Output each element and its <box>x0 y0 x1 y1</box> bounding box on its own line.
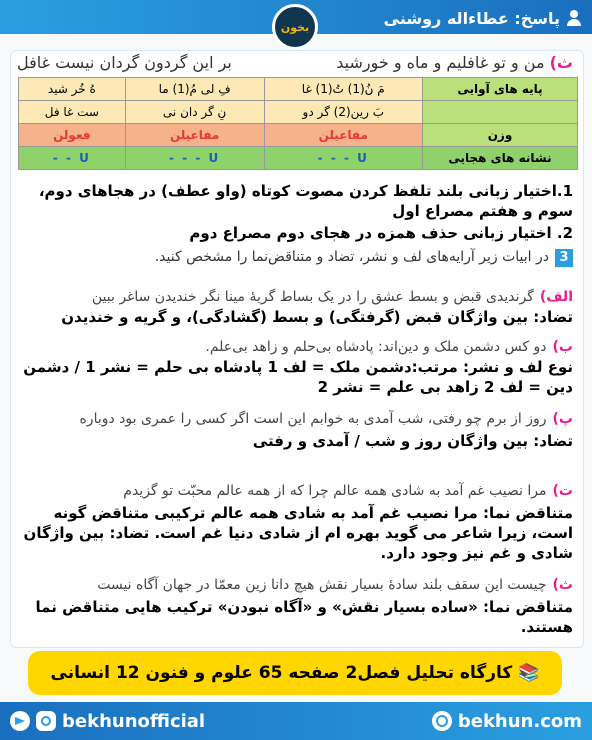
verse-text: چیست این سقف بلند سادهٔ بسیار نقش هیچ دانا زین معمّا در جهان آگاه نیست <box>97 577 547 593</box>
table-cell: هُ خُر شید <box>19 78 126 101</box>
verse-text: روز از برم چو رفتی، شب آمدی به خوابم این است اگر کسی را عمری بود دوباره <box>79 411 547 427</box>
item-verse <box>17 287 573 307</box>
table-cell: مفاعیلن <box>264 124 422 147</box>
table-cell: مَ نُ(1) تُ(1) غا <box>264 78 422 101</box>
telegram-icon[interactable] <box>10 711 30 731</box>
table-cell: فعولن <box>19 124 126 147</box>
item-label: الف) <box>539 289 573 305</box>
table-cell: ست غا فل <box>19 101 126 124</box>
table-cell: U - - <box>19 147 126 170</box>
row-header <box>423 101 578 124</box>
section-3-heading <box>17 247 573 267</box>
row-header: وزن <box>423 124 578 147</box>
section-number: 3 <box>555 249 573 267</box>
table-row <box>19 147 578 170</box>
poem-verse <box>17 53 573 72</box>
question-label: ث) <box>549 53 573 72</box>
section-instruction: در ابیات زیر آرایه‌های لف و نشر، تضاد و متناقض‌نما را مشخص کنید. <box>154 249 549 265</box>
user-icon <box>566 10 582 26</box>
table-cell: بَ رین(2) گر دو <box>264 101 422 124</box>
item-verse <box>17 337 573 357</box>
table-cell: فِ لی مُ(1) ما <box>125 78 264 101</box>
verse-text: گرندیدی قبض و بسط عشق را در یک بساط گریهٔ مینا نگر خندیدن ساغر ببین <box>91 289 534 305</box>
row-header: پایه های آوایی <box>423 78 578 101</box>
answer-author <box>384 6 582 30</box>
poem-half-2: بر این گردون گردان نیست غافل <box>17 53 232 72</box>
table-cell: نِ گر دان نی <box>125 101 264 124</box>
banner-text: کارگاه تحلیل فصل2 صفحه 65 علوم و فنون 12 انسانی <box>50 663 513 683</box>
bottom-bar <box>0 702 592 740</box>
table-row <box>19 78 578 101</box>
item-verse <box>17 575 573 595</box>
item-answer: متناقض نما: مرا نصیب غم آمد به شادی همه عالم ترکیبی متناقض گونه است، زیرا شاعر می گوید بهره ام از شادی دنیا غم است. تضاد: بین واژگان شادی و غم نیز وجود دارد. <box>23 504 573 562</box>
item-label: ت) <box>552 483 573 499</box>
instagram-icon[interactable] <box>36 711 56 731</box>
brand-logo: بخون <box>272 4 318 50</box>
item-label: پ) <box>552 411 573 427</box>
website-link <box>432 711 582 732</box>
verse-text: دو کس دشمن ملک و دین‌اند: پادشاه بی‌حلم و زاهد بی‌علم. <box>205 339 547 355</box>
item-verse <box>17 481 573 501</box>
table-cell: U - - - <box>264 147 422 170</box>
poem-half-1: من و تو غافلیم و ماه و خورشید <box>336 53 545 72</box>
note-1: 1.اختیار زبانی بلند تلفظ کردن مصوت کوتاه (واو عطف) در هجاهای دوم، سوم و هفتم مصراع اول <box>38 182 573 220</box>
table-cell: U - - - <box>125 147 264 170</box>
item-label: ب) <box>552 339 573 355</box>
item-verse <box>17 409 573 429</box>
table-cell: مفاعیلن <box>125 124 264 147</box>
item-label: ث) <box>552 577 573 593</box>
item-answer: متناقض نما: «ساده بسیار نقش» و «آگاه نبودن» ترکیب هایی متناقض نما هستند. <box>35 598 573 636</box>
table-row <box>19 101 578 124</box>
item-answer: نوع لف و نشر: مرتب:دشمن ملک = لف 1 پادشاه بی حلم = نشر 1 / دشمن دین = لف 2 زاهد بی علم = نشر 2 <box>23 358 573 396</box>
table-row <box>19 124 578 147</box>
verse-text: مرا نصیب غم آمد به شادی همه عالم چرا که از همه عالم محبّت تو گزیدم <box>123 483 547 499</box>
content-card <box>10 50 584 648</box>
item-answer: تضاد: بین واژگان روز و شب / آمدی و رفتی <box>252 432 573 450</box>
row-header: نشانه های هجایی <box>423 147 578 170</box>
answer-label: پاسخ: عطاءاله روشنی <box>383 8 560 28</box>
website-text[interactable]: bekhun.com <box>457 710 582 732</box>
chapter-banner <box>28 651 562 695</box>
social-handle[interactable]: bekhunofficial <box>62 710 206 732</box>
note-2: 2. اختیار زبانی حذف همزه در هجای دوم مصراع دوم <box>189 224 573 242</box>
globe-icon <box>432 711 452 731</box>
social-links <box>10 711 205 732</box>
meter-table <box>18 77 578 170</box>
item-answer: تضاد: بین واژگان قبض (گرفتگی) و بسط (گشادگی)، و گریه و خندیدن <box>61 308 573 326</box>
book-icon: 📚 <box>518 663 540 683</box>
